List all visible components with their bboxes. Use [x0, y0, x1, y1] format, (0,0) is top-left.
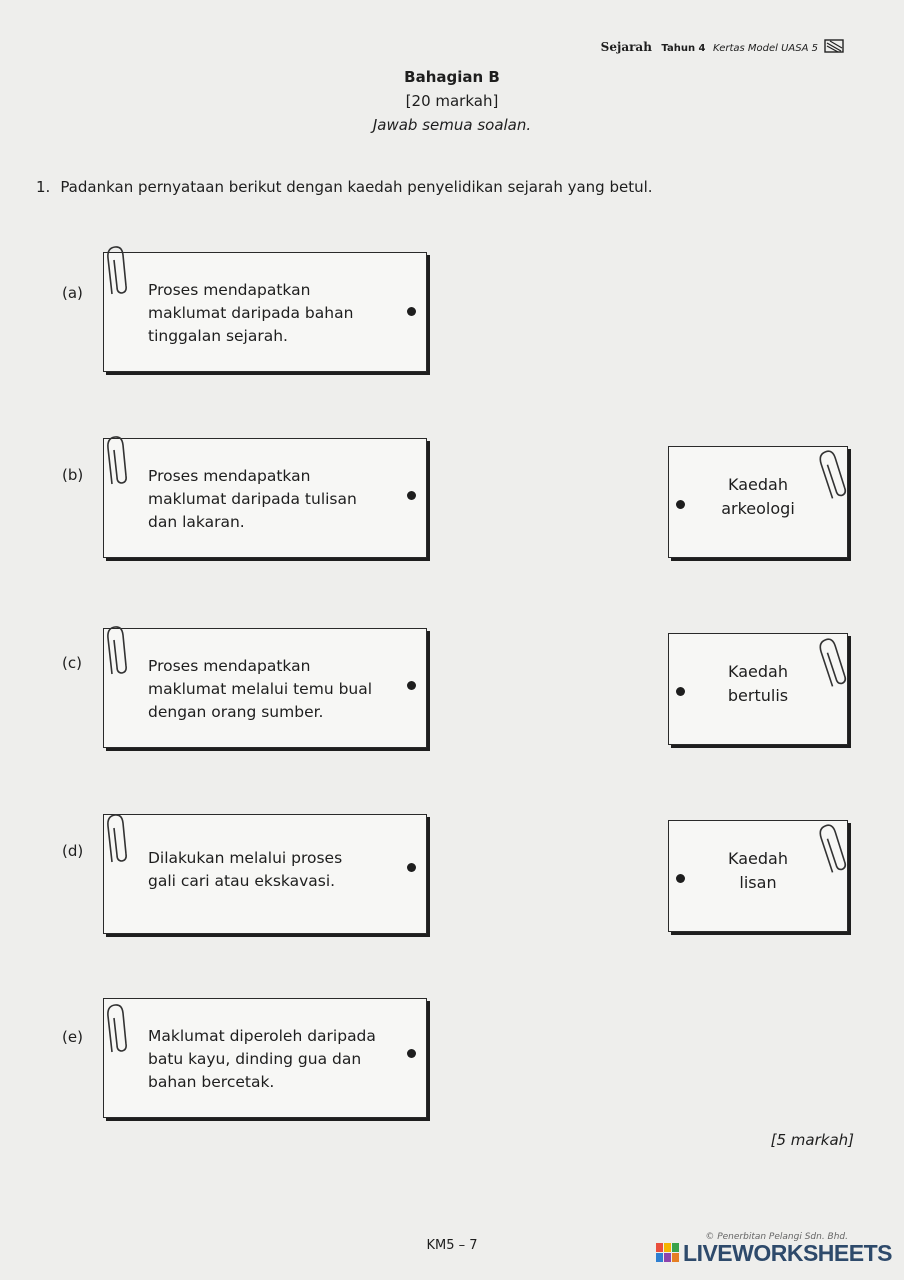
- match-dot-e[interactable]: [407, 1049, 416, 1058]
- statement-label-a: (a): [62, 284, 83, 302]
- statement-card-b[interactable]: [103, 438, 427, 558]
- method-text-bertulis: Kaedah bertulis: [727, 662, 789, 705]
- statement-text-b: Proses mendapatkan maklumat daripada tulisan dan lakaran.: [148, 467, 357, 531]
- match-dot-d[interactable]: [407, 863, 416, 872]
- method-text-lisan: Kaedah lisan: [728, 849, 788, 892]
- subject-label: Sejarah: [600, 40, 652, 54]
- page-number: KM5 – 7: [426, 1238, 478, 1253]
- brand-text: LIVEWORKSHEETS: [683, 1240, 892, 1266]
- statement-text-d: Dilakukan melalui proses gali cari atau ekskavasi.: [148, 849, 343, 890]
- liveworksheets-logo-icon: [656, 1243, 680, 1263]
- statement-label-c: (c): [62, 654, 82, 672]
- statement-card-c[interactable]: [103, 628, 427, 748]
- page-header: [601, 40, 818, 54]
- statement-card-a[interactable]: [103, 252, 427, 372]
- paperclip-icon: [104, 796, 130, 866]
- paperclip-icon: [104, 418, 130, 488]
- liveworksheets-brand: [656, 1240, 892, 1267]
- statement-label-b: (b): [62, 466, 84, 484]
- match-dot-a[interactable]: [407, 307, 416, 316]
- statement-label-d: (d): [62, 842, 84, 860]
- method-text-arkeologi: Kaedah arkeologi: [721, 475, 795, 518]
- statement-text-a: Proses mendapatkan maklumat daripada bahan tinggalan sejarah.: [148, 281, 354, 345]
- total-marks: [5 markah]: [770, 1131, 854, 1149]
- section-instruction: Jawab semua soalan.: [372, 116, 532, 134]
- statement-card-e[interactable]: [103, 998, 427, 1118]
- question-line: [36, 178, 653, 196]
- statement-text-c: Proses mendapatkan maklumat melalui temu bual dengan orang sumber.: [148, 657, 373, 721]
- section-title: Bahagian B: [404, 68, 500, 86]
- match-dot-b[interactable]: [407, 491, 416, 500]
- copyright-text: © Penerbitan Pelangi Sdn. Bhd.: [705, 1232, 848, 1242]
- question-text: Padankan pernyataan berikut dengan kaedah penyelidikan sejarah yang betul.: [60, 178, 653, 196]
- section-marks: [20 markah]: [405, 92, 499, 110]
- year-label: Tahun 4: [661, 43, 706, 54]
- match-dot-c[interactable]: [407, 681, 416, 690]
- question-number: 1.: [36, 178, 51, 196]
- book-icon: [824, 38, 844, 54]
- statement-label-e: (e): [62, 1028, 83, 1046]
- paper-label: Kertas Model UASA 5: [713, 43, 818, 54]
- statement-card-d[interactable]: [103, 814, 427, 934]
- paperclip-icon: [104, 608, 130, 678]
- paperclip-icon: [104, 986, 130, 1056]
- paperclip-icon: [104, 228, 130, 298]
- statement-text-e: Maklumat diperoleh daripada batu kayu, dinding gua dan bahan bercetak.: [148, 1027, 376, 1091]
